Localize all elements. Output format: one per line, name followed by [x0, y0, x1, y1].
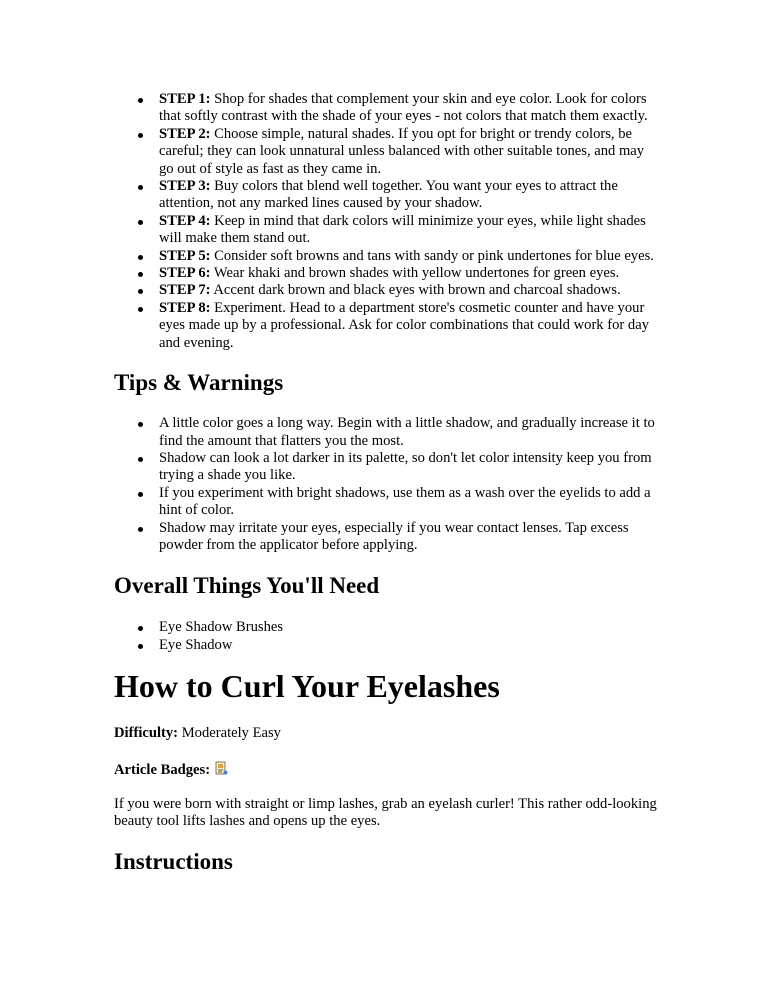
step-item — [159, 178, 662, 213]
step-label: STEP 6: — [159, 265, 211, 282]
tip-item: If you experiment with bright shadows, use them as a wash over the eyelids to add a hint of color. — [159, 485, 662, 520]
difficulty-value: Moderately Easy — [178, 725, 281, 742]
article-intro: If you were born with straight or limp lashes, grab an eyelash curler! This rather odd-looking beauty tool lifts lashes and opens up the eyes. — [114, 795, 657, 830]
tip-item: Shadow can look a lot darker in its palette, so don't let color intensity keep you from trying a shade you like. — [159, 450, 662, 485]
step-label: STEP 2: — [159, 125, 211, 142]
step-text: Keep in mind that dark colors will minimize your eyes, while light shades will make them stand out. — [159, 212, 646, 247]
step-label: STEP 8: — [159, 299, 211, 316]
step-text: Experiment. Head to a department store's cosmetic counter and have your eyes made up by a professional. Ask for color combinations that could work for day and evening. — [159, 299, 649, 351]
article-title: How to Curl Your Eyelashes — [114, 668, 500, 705]
step-item — [159, 126, 662, 178]
step-item — [159, 300, 662, 352]
difficulty-line — [114, 725, 662, 742]
article-badge-icon[interactable] — [214, 761, 228, 775]
badges-label: Article Badges: — [114, 761, 211, 778]
step-label: STEP 3: — [159, 178, 211, 195]
badges-line — [114, 761, 662, 779]
steps-list — [114, 91, 662, 352]
need-item: Eye Shadow — [159, 637, 662, 654]
instructions-heading: Instructions — [114, 848, 233, 874]
step-label: STEP 5: — [159, 247, 211, 264]
step-label: STEP 4: — [159, 212, 211, 229]
tip-item: Shadow may irritate your eyes, especially if you wear contact lenses. Tap excess powder from the applicator before applying. — [159, 520, 662, 555]
step-item — [159, 91, 662, 126]
tip-item: A little color goes a long way. Begin with a little shadow, and gradually increase it to find the amount that flatters you the most. — [159, 415, 662, 450]
need-item: Eye Shadow Brushes — [159, 619, 662, 636]
step-item — [159, 248, 662, 265]
needs-heading: Overall Things You'll Need — [114, 573, 380, 599]
difficulty-label: Difficulty: — [114, 725, 179, 742]
step-text: Choose simple, natural shades. If you opt for bright or trendy colors, be careful; they can look unnatural unless balanced with other suitable tones, and may go out of style as fast as they came in. — [159, 125, 645, 177]
document-page — [114, 91, 662, 876]
needs-list — [114, 619, 662, 654]
step-text: Shop for shades that complement your skin and eye color. Look for colors that softly contrast with the shade of your eyes - not colors that match them exactly. — [159, 91, 648, 125]
step-item — [159, 282, 662, 299]
tips-list — [114, 415, 662, 554]
step-label: STEP 1: — [159, 91, 211, 107]
step-item — [159, 265, 662, 282]
tips-heading: Tips & Warnings — [114, 370, 284, 396]
step-label: STEP 7: — [159, 282, 211, 299]
step-text: Wear khaki and brown shades with yellow undertones for green eyes. — [210, 265, 620, 282]
step-text: Buy colors that blend well together. You want your eyes to attract the attention, not any marked lines caused by your shadow. — [159, 178, 618, 212]
step-text: Accent dark brown and black eyes with brown and charcoal shadows. — [210, 282, 621, 299]
step-text: Consider soft browns and tans with sandy or pink undertones for blue eyes. — [210, 247, 654, 264]
step-item — [159, 213, 662, 248]
